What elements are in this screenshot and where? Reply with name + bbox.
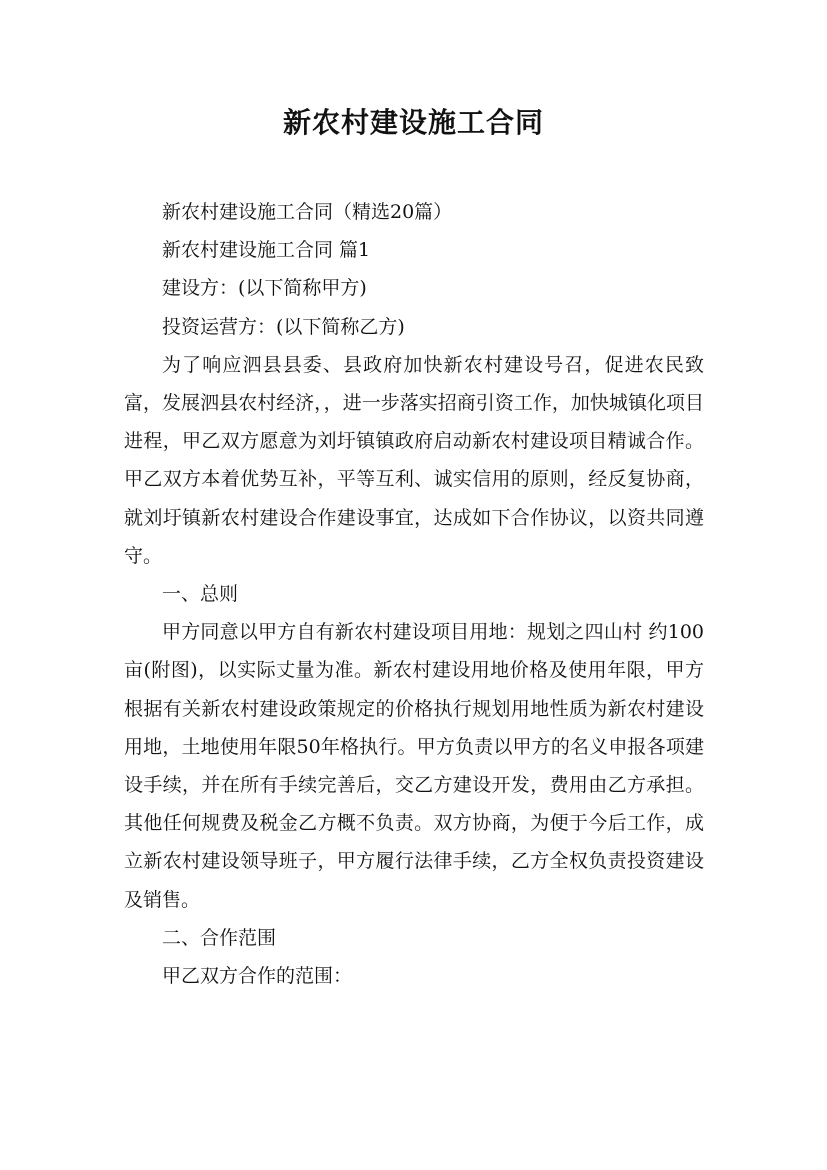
paragraph-article-heading: 新农村建设施工合同 篇1 (162, 239, 371, 262)
paragraph-party-a: 建设方：(以下简称甲方) (162, 277, 367, 300)
paragraph-scope: 甲乙双方合作的范围： (162, 965, 353, 988)
paragraph-party-b: 投资运营方：(以下简称乙方) (162, 315, 405, 338)
paragraph-collection-title: 新农村建设施工合同（精选20篇） (162, 201, 453, 223)
paragraph-general-terms: 甲方同意以甲方自有新农村建设项目用地：规划之四山村 约100 亩(附图)，以实际丈量为准。新农村建设用地价格及使用年限，甲方根据有关新农村建设政策规定的价格执行规划用地性质为新农村建设用地，土地使用年限50年格执行。甲方负责以甲方的名义申报各项建设手续，并在所有手续完善后，交乙方建设开发，费用由乙方承担。其他任何规费及税金乙方概不负责。双方协商，为便于今后工作，成立新农村建设领导班子，甲方履行法律手续，乙方全权负责投资建设及销售。 (124, 621, 704, 911)
paragraph-preamble: 为了响应泗县县委、县政府加快新农村建设号召，促进农民致富，发展泗县农村经济，，进一步落实招商引资工作，加快城镇化项目进程，甲乙双方愿意为刘圩镇镇政府启动新农村建设项目精诚合作。甲乙双方本着优势互补，平等互利、诚实信用的原则，经反复协商，就刘圩镇新农村建设合作建设事宜，达成如下合作协议，以资共同遵守。 (124, 353, 704, 567)
section-heading-scope: 二、合作范围 (162, 926, 277, 949)
section-heading-general: 一、总则 (162, 583, 239, 606)
document-body (124, 193, 704, 995)
document-title: 新农村建设施工合同 (282, 106, 544, 139)
